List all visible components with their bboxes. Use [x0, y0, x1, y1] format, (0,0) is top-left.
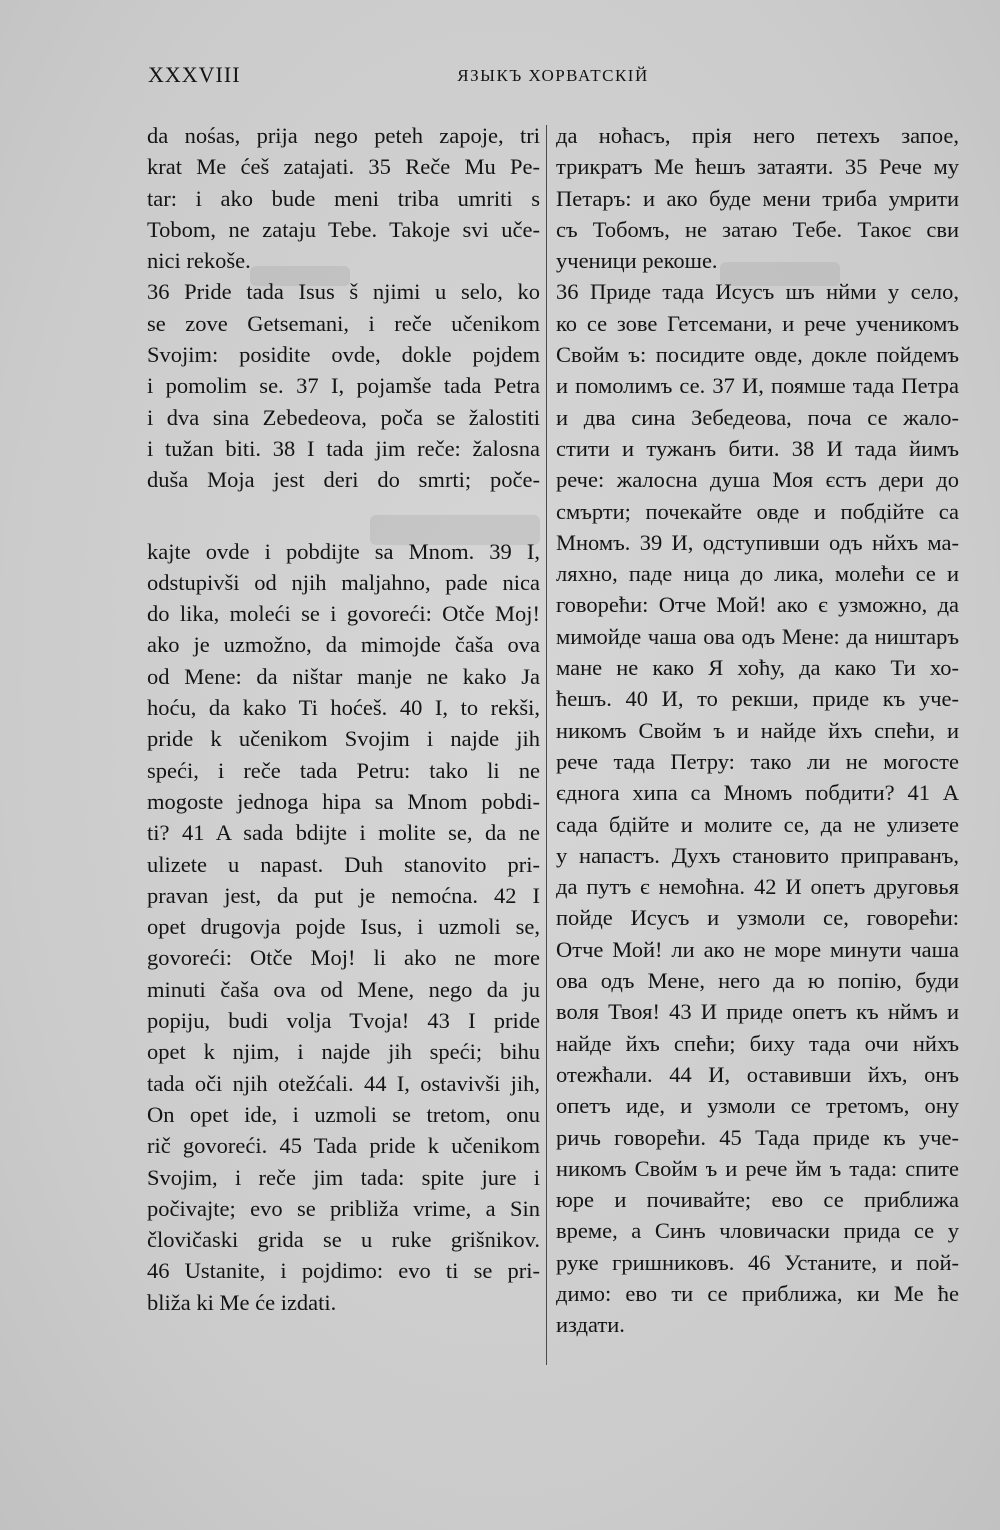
latin-line: i tužan biti. 38 I tada jim reče: žalosna	[147, 435, 540, 461]
latin-line: krat Me ćeš zatajati. 35 Reče Mu Pe-	[147, 154, 540, 180]
latin-line: do lika, moleći se i govoreći: Otče Moj!	[147, 601, 540, 627]
latin-line: pride k učenikom Svojim i najde jih	[147, 726, 540, 752]
latin-line: duša Moja jest deri do smrti; poče-	[147, 467, 540, 493]
cyrillic-line: воля Твоя! 43 И приде опетъ къ нймъ и	[556, 999, 959, 1025]
cyrillic-line: ляхно, паде ница до лика, молећи се и	[556, 561, 959, 587]
latin-line: bliža ki Me će izdati.	[147, 1289, 337, 1315]
cyrillic-line: руке гришниковъ. 46 Устаните, и пой-	[556, 1249, 959, 1275]
cyrillic-line: ова одъ Мене, него да ю попію, буди	[556, 968, 959, 994]
cyrillic-line: Петаръ: и ако буде мени триба умрити	[556, 185, 959, 211]
column-divider	[546, 125, 547, 1365]
cyrillic-line: найде йхъ спећи; биху тада очи нйхъ	[556, 1030, 959, 1056]
latin-line: govoreći: Otče Moj! li ako ne more	[147, 945, 540, 971]
cyrillic-line: да ноћасъ, прія него петехъ запое,	[556, 123, 959, 148]
cyrillic-line: 36 Приде тада Исусъ шъ нйми у село,	[556, 279, 959, 305]
cyrillic-line: трикратъ Ме ћешъ затаяти. 35 Рече му	[556, 154, 959, 180]
page-header	[148, 62, 958, 92]
cyrillic-line: никомъ Свойм ъ и рече йм ъ тада: спите	[556, 1155, 959, 1181]
cyrillic-line: съ Тобомъ, не затаю Тебе. Такоє сви	[556, 216, 959, 242]
cyrillic-line: єднога хипа са Мномъ побдити? 41 А	[556, 780, 959, 806]
latin-line: kajte ovde i pobdijte sa Mnom. 39 I,	[147, 538, 540, 564]
latin-line: i pomolim se. 37 I, pojamše tada Petra	[147, 373, 540, 399]
latin-line: ti? 41 A sada bdijte i molite se, da ne	[147, 820, 540, 846]
running-head: ЯЗЫКЪ ХОРВАТСКІЙ	[457, 66, 649, 85]
latin-line: tada oči njih otežćali. 44 I, ostavivši jih,	[147, 1070, 540, 1096]
latin-line: da nośas, prija nego peteh zapoje, tri	[147, 123, 540, 148]
latin-line: speći, i reče tada Petru: tako li ne	[147, 757, 540, 783]
latin-line: opet drugovja pojde Isus, i uzmoli se,	[147, 914, 540, 940]
cyrillic-line: мимойде чаша ова одъ Мене: да ништаръ	[556, 623, 959, 649]
latin-line: rič govoreći. 45 Tada pride k učenikom	[147, 1133, 540, 1159]
latin-line	[147, 496, 540, 536]
cyrillic-line: време, а Синъ чловичаски прида се у	[556, 1218, 959, 1244]
cyrillic-line: говорећи: Отче Мой! ако є узможно, да	[556, 592, 959, 618]
latin-line: od Mene: da ništar manje ne kako Ja	[147, 663, 540, 689]
latin-line: ulizete u napast. Duh stanovito pri-	[147, 851, 540, 877]
cyrillic-line: ричь говорећи. 45 Тада приде къ уче-	[556, 1124, 959, 1150]
cyrillic-line: Отче Мой! ли ако не море минути чаша	[556, 936, 959, 962]
page-number: XXXVIII	[148, 62, 241, 87]
cyrillic-line: смърти; почекайте овде и побдійте са	[556, 498, 959, 524]
cyrillic-line: Свойм ъ: посидите овде, докле пойдемъ	[556, 342, 959, 368]
latin-line: počivajte; evo se približa vrime, a Sin	[147, 1195, 540, 1221]
latin-line: hoću, da kako Ti hoćeš. 40 I, to rekši,	[147, 695, 540, 721]
latin-line: Tobom, ne zataju Tebe. Takoje svi uče-	[147, 216, 540, 242]
cyrillic-line: ћешъ. 40 И, то рекши, приде къ уче-	[556, 686, 959, 712]
cyrillic-line: опетъ иде, и узмоли се третомъ, ону	[556, 1093, 959, 1119]
latin-line: opet k njim, i najde jih speći; bihu	[147, 1039, 540, 1065]
cyrillic-column	[556, 120, 959, 1341]
latin-line: 36 Pride tada Isus š njimi u selo, ko	[147, 279, 540, 305]
latin-line: človičaski grida se u ruke grišnikov.	[147, 1227, 540, 1253]
latin-line: tar: i ako bude meni triba umriti s	[147, 185, 540, 211]
latin-line: popiju, budi volja Tvoja! 43 I pride	[147, 1008, 540, 1034]
latin-line: pravan jest, da put je nemoćna. 42 I	[147, 882, 540, 908]
cyrillic-line: димо: ево ти се приближа, ки Ме ће	[556, 1280, 959, 1306]
latin-line: Svojim: posidite ovde, dokle pojdem	[147, 342, 540, 368]
cyrillic-line: ко се зове Гетсемани, и рече ученикомъ	[556, 310, 959, 336]
latin-line: i dva sina Zebedeova, poča se žalostiti	[147, 404, 540, 430]
latin-line: 46 Ustanite, i pojdimo: evo ti se pri-	[147, 1258, 540, 1284]
cyrillic-line: ученици рекоше.	[556, 248, 718, 274]
cyrillic-line: у напастъ. Духъ становито приправанъ,	[556, 842, 959, 868]
latin-line: minuti čaša ova od Mene, nego da ju	[147, 976, 540, 1002]
latin-line: odstupivši od njih maljahno, pade nica	[147, 569, 540, 595]
cyrillic-line: Мномъ. 39 И, одступивши одъ нйхъ ма-	[556, 529, 959, 555]
cyrillic-line: никомъ Свойм ъ и найде йхъ спећи, и	[556, 717, 959, 743]
cyrillic-line: рече: жалосна душа Моя єстъ дери до	[556, 467, 959, 493]
latin-column	[147, 120, 540, 1318]
cyrillic-line: рече тада Петру: тако ли не могосте	[556, 748, 959, 774]
cyrillic-line: мане не како Я хоћу, да како Ти хо-	[556, 655, 959, 681]
latin-line: nici rekoše.	[147, 248, 251, 274]
cyrillic-line: отежћали. 44 И, оставивши йхъ, онъ	[556, 1061, 959, 1087]
cyrillic-line: сада бдійте и молите се, да не улизете	[556, 811, 959, 837]
latin-line: On opet ide, i uzmoli se tretom, onu	[147, 1101, 540, 1127]
cyrillic-line: юре и почивайте; ево се приближа	[556, 1187, 959, 1213]
cyrillic-line: и помолимъ се. 37 И, поямше тада Петра	[556, 373, 959, 399]
cyrillic-line: издати.	[556, 1312, 625, 1338]
latin-line: ako je uzmožno, da mimojde čaša ova	[147, 632, 540, 658]
cyrillic-line: стити и тужанъ бити. 38 И тада йимъ	[556, 435, 959, 461]
cyrillic-line: да путъ є немоћна. 42 И опетъ друговья	[556, 874, 959, 900]
latin-line: Svojim, i reče jim tada: spite jure i	[147, 1164, 540, 1190]
latin-line: se zove Getsemani, i reče učenikom	[147, 310, 540, 336]
cyrillic-line: пойде Исусъ и узмоли се, говорећи:	[556, 905, 959, 931]
cyrillic-line: и два сина Зебедеова, поча се жало-	[556, 404, 959, 430]
latin-line: mogoste jednoga hipa sa Mnom pobdi-	[147, 788, 540, 814]
